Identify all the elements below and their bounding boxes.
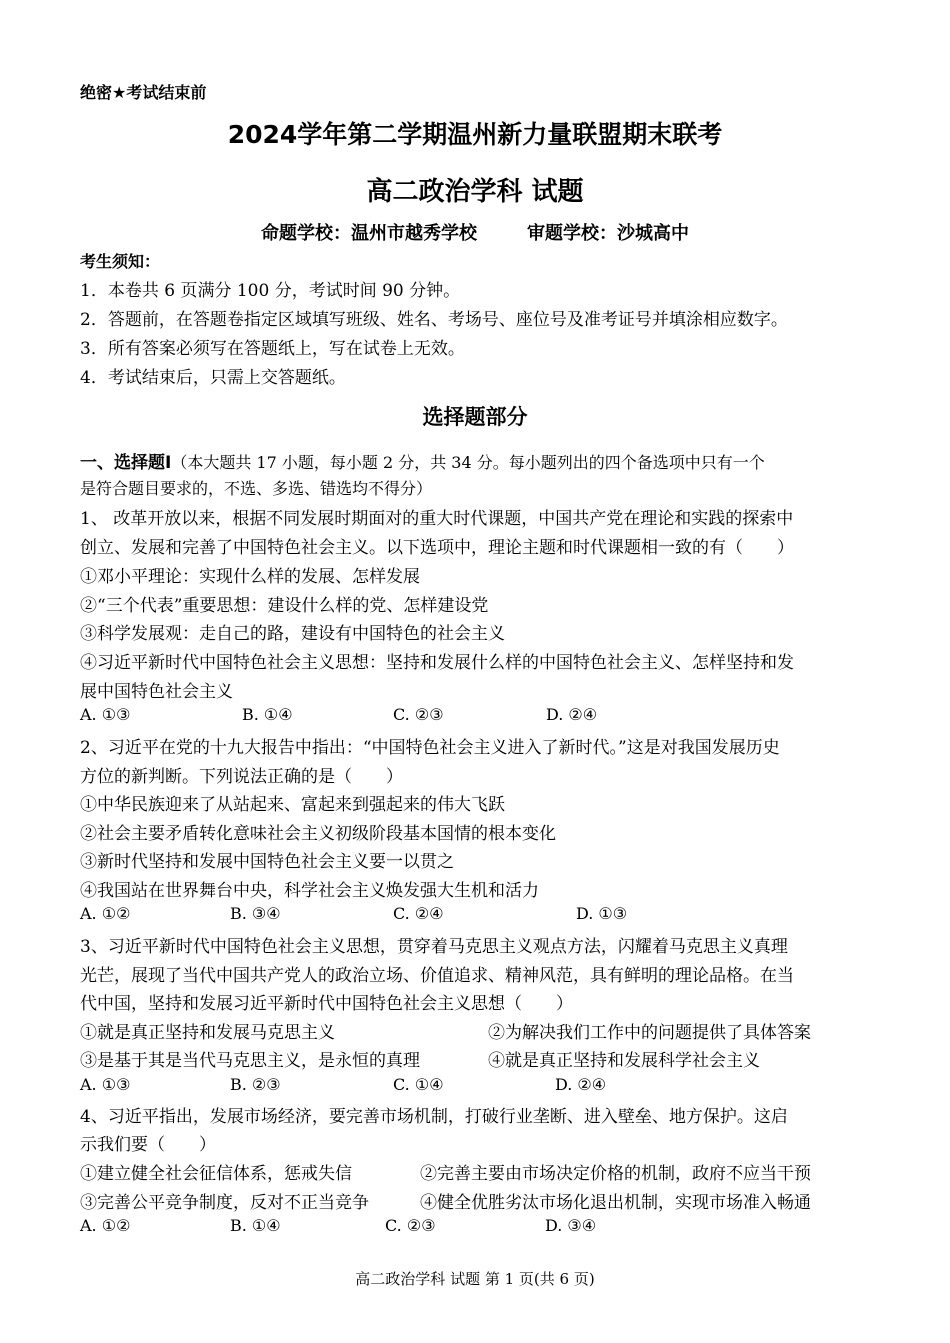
part-heading — [80, 448, 765, 473]
question-2-option-c: C. ②④ — [393, 904, 444, 923]
page-footer: 高二政治学科 试题 第 1 页(共 6 页) — [355, 1270, 595, 1288]
question-4-option-d: D. ③④ — [545, 1216, 597, 1235]
question-3-option-a: A. ①③ — [80, 1075, 131, 1094]
question-1-item: ①邓小平理论：实现什么样的发展、怎样发展 — [80, 567, 420, 587]
question-1-option-c: C. ②③ — [393, 705, 444, 724]
question-2-option-a: A. ①② — [80, 904, 131, 923]
question-1-item: ②“三个代表”重要思想：建设什么样的党、怎样建设党 — [80, 596, 489, 616]
question-4-option-c: C. ②③ — [385, 1216, 436, 1235]
question-1-option-b: B. ①④ — [242, 705, 293, 724]
confidential-label: 绝密★考试结束前 — [80, 83, 207, 102]
question-4-option-b: B. ①④ — [230, 1216, 281, 1235]
reviewing-school: 审题学校：沙城高中 — [527, 223, 689, 244]
question-2-option-d: D. ①③ — [576, 904, 628, 923]
question-3-item: ②为解决我们工作中的问题提供了具体答案 — [488, 1023, 811, 1043]
question-3-item: ④就是真正坚持和发展科学社会主义 — [488, 1051, 760, 1071]
question-3-option-d: D. ②④ — [555, 1075, 607, 1094]
question-3-stem: 光芒，展现了当代中国共产党人的政治立场、价值追求、精神风范，具有鲜明的理论品格。在当 — [80, 966, 794, 986]
question-1-item: 展中国特色社会主义 — [80, 682, 233, 702]
question-4-stem: 示我们要（ ） — [80, 1135, 216, 1155]
question-1-option-a: A. ①③ — [80, 705, 131, 724]
question-1-item: ③科学发展观：走自己的路，建设有中国特色的社会主义 — [80, 624, 505, 644]
question-2-item: ④我国站在世界舞台中央，科学社会主义焕发强大生机和活力 — [80, 881, 539, 901]
exam-title: 2024学年第二学期温州新力量联盟期末联考 — [227, 120, 723, 149]
notice-item: 2．答题前，在答题卷指定区域填写班级、姓名、考场号、座位号及准考证号并填涂相应数字。 — [80, 310, 788, 330]
question-3-stem: 3、习近平新时代中国特色社会主义思想，贯穿着马克思主义观点方法，闪耀着马克思主义真理 — [80, 937, 788, 957]
question-4-item: ③完善公平竞争制度，反对不正当竞争 — [80, 1193, 369, 1213]
question-3-item: ③是基于其是当代马克思主义，是永恒的真理 — [80, 1051, 420, 1071]
part-note-cont: 是符合题目要求的，不选、多选、错选均不得分） — [80, 479, 433, 498]
question-1-stem: 1、 改革开放以来，根据不同发展时期面对的重大时代课题，中国共产党在理论和实践的探索中 — [80, 509, 794, 529]
question-1-stem: 创立、发展和完善了中国特色社会主义。以下选项中，理论主题和时代课题相一致的有（ ） — [80, 538, 794, 558]
question-2-stem: 方位的新判断。下列说法正确的是（ ） — [80, 767, 403, 787]
question-3-stem: 代中国，坚持和发展习近平新时代中国特色社会主义思想（ ） — [80, 994, 573, 1014]
question-3-item: ①就是真正坚持和发展马克思主义 — [80, 1023, 335, 1043]
notice-item: 4．考试结束后，只需上交答题纸。 — [80, 368, 346, 388]
notice-item: 3．所有答案必须写在答题纸上，写在试卷上无效。 — [80, 339, 465, 359]
question-2-option-b: B. ③④ — [230, 904, 281, 923]
question-3-option-b: B. ②③ — [230, 1075, 281, 1094]
part-title: 一、选择题Ⅰ — [80, 453, 172, 473]
question-4-item: ①建立健全社会征信体系，惩戒失信 — [80, 1164, 352, 1184]
question-1-item: ④习近平新时代中国特色社会主义思想：坚持和发展什么样的中国特色社会主义、怎样坚持和发 — [80, 653, 794, 673]
question-2-stem: 2、习近平在党的十九大报告中指出：“中国特色社会主义进入了新时代。”这是对我国发展历史 — [80, 738, 780, 758]
exam-subtitle: 高二政治学科 试题 — [366, 177, 584, 207]
school-info — [0, 219, 950, 245]
question-4-item: ②完善主要由市场决定价格的机制，政府不应当干预 — [420, 1164, 811, 1184]
setting-school: 命题学校：温州市越秀学校 — [261, 223, 477, 244]
question-1-option-d: D. ②④ — [546, 705, 598, 724]
part-note: （本大题共 17 小题，每小题 2 分，共 34 分。每小题列出的四个备选项中只有一个 — [171, 453, 765, 472]
question-2-item: ③新时代坚持和发展中国特色社会主义要一以贯之 — [80, 852, 454, 872]
question-4-stem: 4、习近平指出，发展市场经济，要完善市场机制，打破行业垄断、进入壁垒、地方保护。这启 — [80, 1107, 788, 1127]
notice-heading: 考生须知： — [80, 252, 161, 271]
question-2-item: ②社会主要矛盾转化意味社会主义初级阶段基本国情的根本变化 — [80, 824, 556, 844]
question-4-item: ④健全优胜劣汰市场化退出机制，实现市场准入畅通 — [420, 1193, 811, 1213]
question-3-option-c: C. ①④ — [393, 1075, 444, 1094]
section-title: 选择题部分 — [422, 405, 528, 429]
question-2-item: ①中华民族迎来了从站起来、富起来到强起来的伟大飞跃 — [80, 795, 505, 815]
question-4-option-a: A. ①② — [80, 1216, 131, 1235]
notice-item: 1．本卷共 6 页满分 100 分，考试时间 90 分钟。 — [80, 281, 461, 301]
